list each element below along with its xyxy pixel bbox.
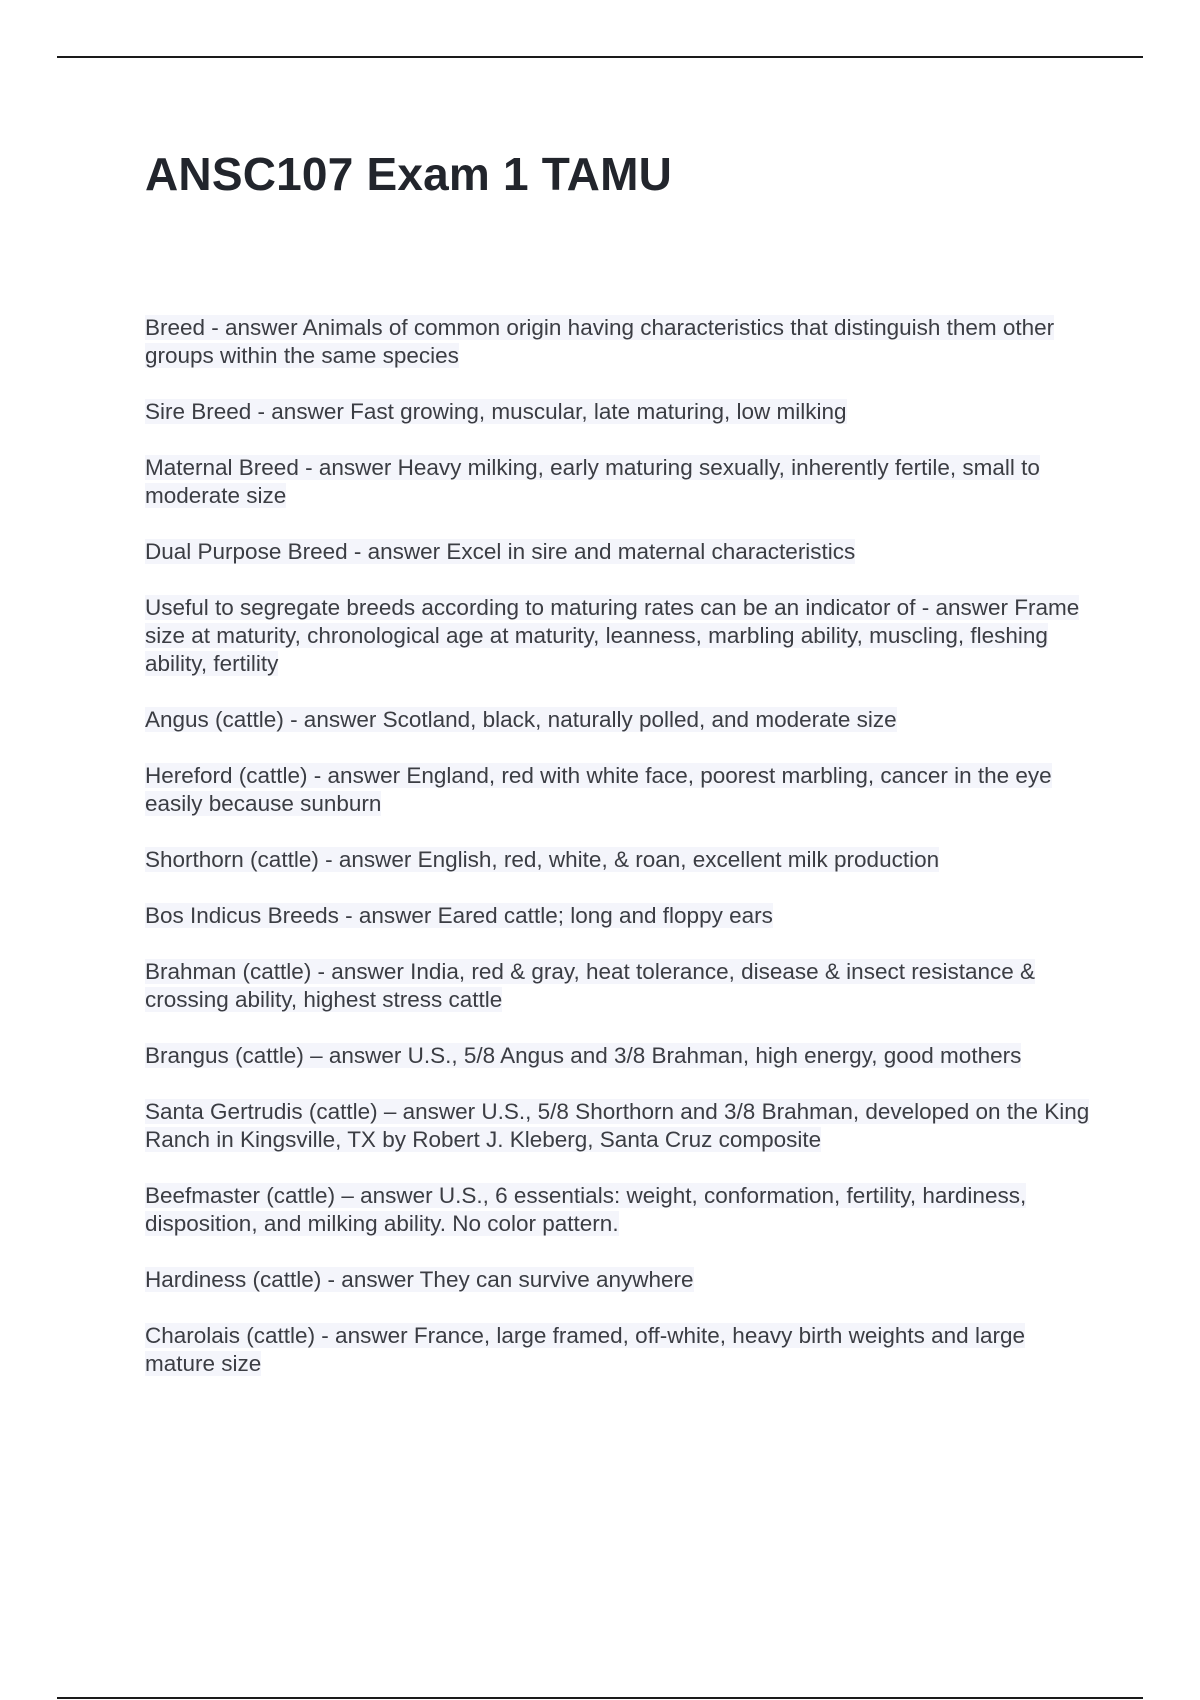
qa-text: Santa Gertrudis (cattle) – answer U.S., 5/8 Shorthorn and 3/8 Brahman, developed on the King Ranch in Kingsville, TX by Robert J. Kleberg, Santa Cruz composite — [145, 1099, 1090, 1152]
qa-item — [145, 454, 1095, 510]
qa-item — [145, 398, 1095, 426]
qa-item — [145, 1098, 1095, 1154]
qa-item — [145, 314, 1095, 370]
qa-item — [145, 958, 1095, 1014]
qa-text: Shorthorn (cattle) - answer English, red, white, & roan, excellent milk production — [145, 847, 940, 872]
page-title: ANSC107 Exam 1 TAMU — [145, 148, 673, 200]
qa-text: Dual Purpose Breed - answer Excel in sire and maternal characteristics — [145, 539, 856, 564]
top-rule — [57, 56, 1143, 58]
qa-text: Bos Indicus Breeds - answer Eared cattle; long and floppy ears — [145, 903, 773, 928]
qa-text: Angus (cattle) - answer Scotland, black, naturally polled, and moderate size — [145, 707, 897, 732]
qa-item — [145, 1042, 1095, 1070]
qa-text: Maternal Breed - answer Heavy milking, early maturing sexually, inherently fertile, small to moderate size — [145, 455, 1040, 508]
qa-text: Hardiness (cattle) - answer They can survive anywhere — [145, 1267, 694, 1292]
qa-item — [145, 902, 1095, 930]
qa-item — [145, 846, 1095, 874]
qa-text: Hereford (cattle) - answer England, red with white face, poorest marbling, cancer in the eye easily because sunburn — [145, 763, 1052, 816]
qa-text: Sire Breed - answer Fast growing, muscular, late maturing, low milking — [145, 399, 847, 424]
qa-item — [145, 706, 1095, 734]
qa-text: Brahman (cattle) - answer India, red & gray, heat tolerance, disease & insect resistance & crossing ability, highest stress cattle — [145, 959, 1036, 1012]
qa-item — [145, 594, 1095, 678]
qa-text: Beefmaster (cattle) – answer U.S., 6 essentials: weight, conformation, fertility, hardiness, disposition, and milking ability. No color pattern. — [145, 1183, 1027, 1236]
qa-item — [145, 1322, 1095, 1378]
qa-item — [145, 538, 1095, 566]
bottom-rule — [57, 1697, 1143, 1699]
qa-text: Charolais (cattle) - answer France, large framed, off-white, heavy birth weights and large mature size — [145, 1323, 1025, 1376]
qa-list — [145, 314, 1095, 1406]
qa-text: Breed - answer Animals of common origin having characteristics that distinguish them other groups within the same species — [145, 315, 1055, 368]
qa-item — [145, 1182, 1095, 1238]
qa-item — [145, 762, 1095, 818]
qa-item — [145, 1266, 1095, 1294]
qa-text: Brangus (cattle) – answer U.S., 5/8 Angus and 3/8 Brahman, high energy, good mothers — [145, 1043, 1022, 1068]
qa-text: Useful to segregate breeds according to maturing rates can be an indicator of - answer Frame size at maturity, chronological age at maturity, leanness, marbling ability, muscling, fleshing ability, fertility — [145, 595, 1080, 676]
